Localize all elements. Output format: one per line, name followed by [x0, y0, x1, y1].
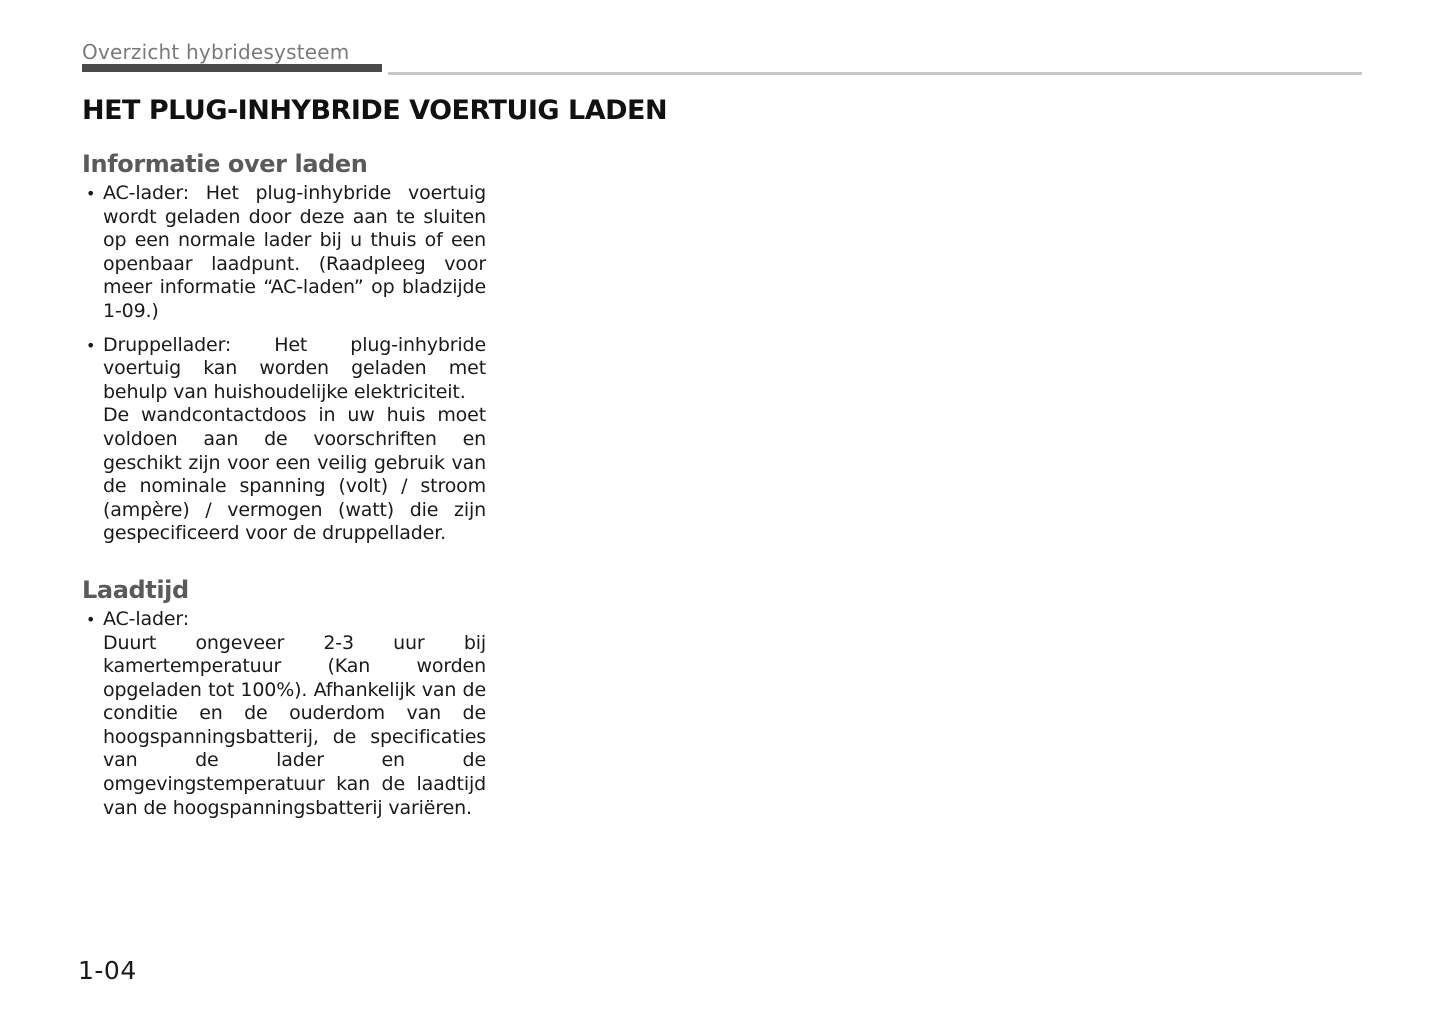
charging-time-list [82, 608, 486, 820]
list-item-text: Duurt ongeveer 2-3 uur bij kamertemperatuur (Kan worden opgeladen tot 100%). Afhankelijk van de conditie en de ouderdom van de hoogspanningsbatterij, de specificaties van de lader en de omgevingstemperatuur kan de laadtijd van de hoogspanningsbatterij variëren. [103, 631, 486, 819]
list-item-ac-charger-time [82, 608, 486, 820]
list-item-text: • AC-lader: [103, 607, 189, 630]
page-number: 1-04 [78, 956, 137, 985]
section-heading-charging-info: Informatie over laden [82, 150, 368, 178]
header-accent-bar [82, 64, 382, 72]
list-item-text: De wandcontactdoos in uw huis moet voldoen aan de voorschriften en geschikt zijn voor een veilig gebruik van de nominale spanning (volt) / stroom (ampère) / vermogen (watt) die zijn gespecificeerd voor de druppellader. [103, 404, 486, 545]
list-item-ac-charger [82, 182, 486, 324]
header-rule [388, 72, 1362, 75]
list-item-text: • Druppellader: Het plug-inhybride voertuig kan worden geladen met behulp van huishoudelijke elektriciteit. [103, 333, 486, 403]
section-heading-charging-time: Laadtijd [82, 575, 189, 604]
section-header-label: Overzicht hybridesysteem [82, 40, 350, 64]
list-item-trickle-charger [82, 334, 486, 546]
charging-info-list [82, 182, 486, 546]
page-title: HET PLUG-INHYBRIDE VOERTUIG LADEN [82, 95, 668, 126]
list-item-text: • AC-lader: Het plug-inhybride voertuig wordt geladen door deze aan te sluiten op een normale lader bij u thuis of een openbaar laadpunt. (Raadpleeg voor meer informatie “AC-laden” op bladzijde 1-09.) [103, 182, 486, 322]
content-column [82, 148, 486, 830]
